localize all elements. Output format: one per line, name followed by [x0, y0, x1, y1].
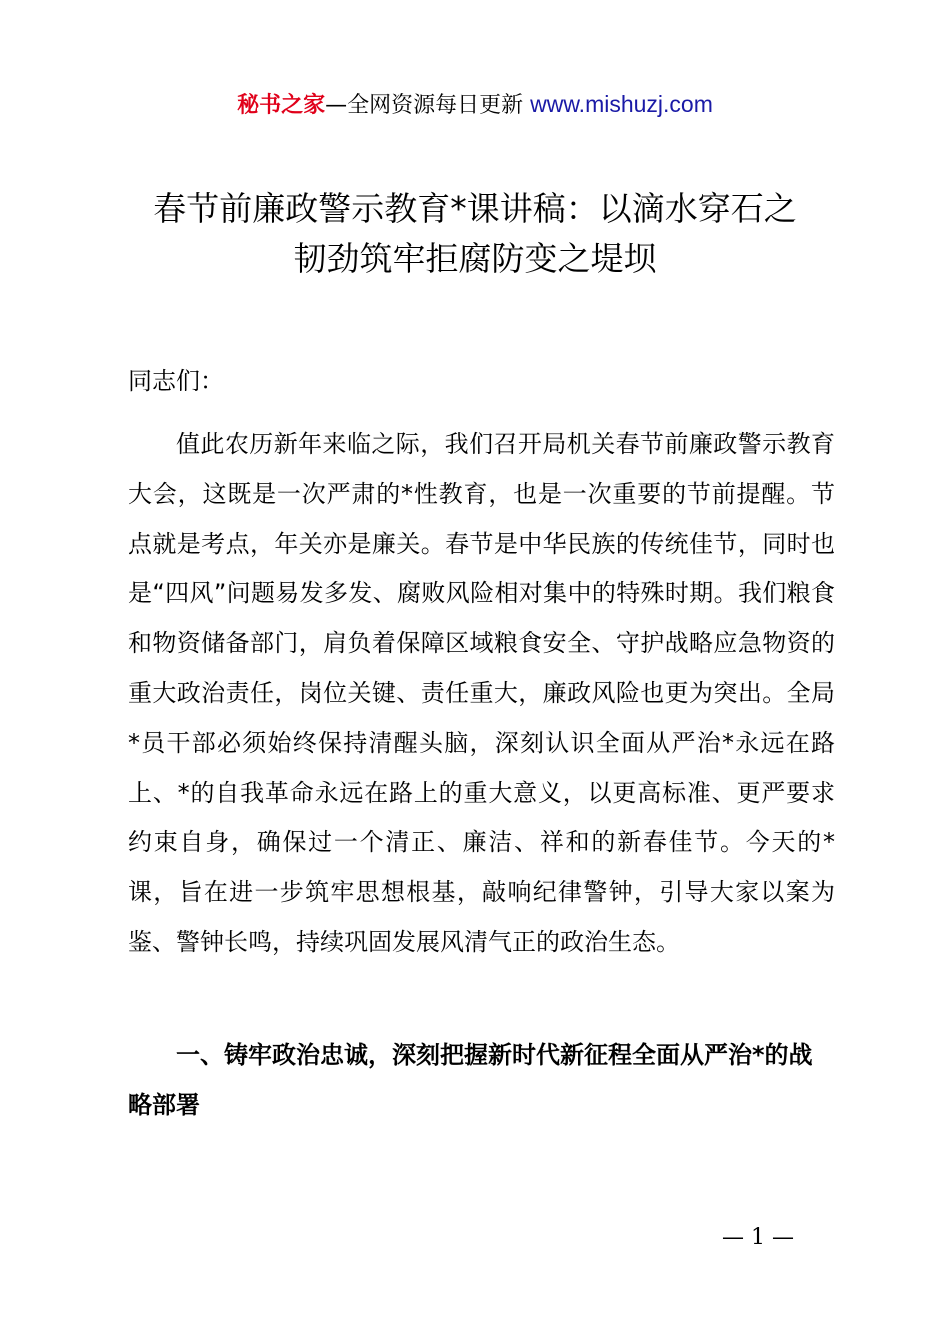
document-title	[100, 184, 850, 284]
section-heading-1: 一、铸牢政治忠诚，深刻把握新时代新征程全面从严治*的战略部署	[128, 1041, 813, 1119]
site-header	[0, 86, 950, 124]
site-url-link[interactable]: www.mishuzj.com	[530, 91, 713, 117]
title-line-2: 韧劲筑牢拒腐防变之堤坝	[293, 239, 657, 278]
header-tagline: —全网资源每日更新	[325, 93, 531, 118]
body-paragraph-1: 值此农历新年来临之际，我们召开局机关春节前廉政警示教育大会，这既是一次严肃的*性教育，也是一次重要的节前提醒。节点就是考点，年关亦是廉关。春节是中华民族的传统佳节，同时也是“四风”问题易发多发、腐败风险相对集中的特殊时期。我们粮食和物资储备部门，肩负着保障区域粮食安全、守护战略应急物资的重大政治责任，岗位关键、责任重大，廉政风险也更为突出。全局*员干部必须始终保持清醒头脑，深刻认识全面从严治*永远在路上、*的自我革命永远在路上的重大意义，以更高标准、更严要求约束自身，确保过一个清正、廉洁、祥和的新春佳节。今天的*课，旨在进一步筑牢思想根基，敲响纪律警钟，引导大家以案为鉴、警钟长鸣，持续巩固发展风清气正的政治生态。	[128, 430, 835, 956]
salutation: 同志们：	[128, 367, 224, 395]
title-line-1: 春节前廉政警示教育*课讲稿：以滴水穿石之	[153, 189, 797, 228]
page-number: — 1 —	[722, 1225, 794, 1250]
brand-name: 秘书之家	[237, 93, 326, 118]
